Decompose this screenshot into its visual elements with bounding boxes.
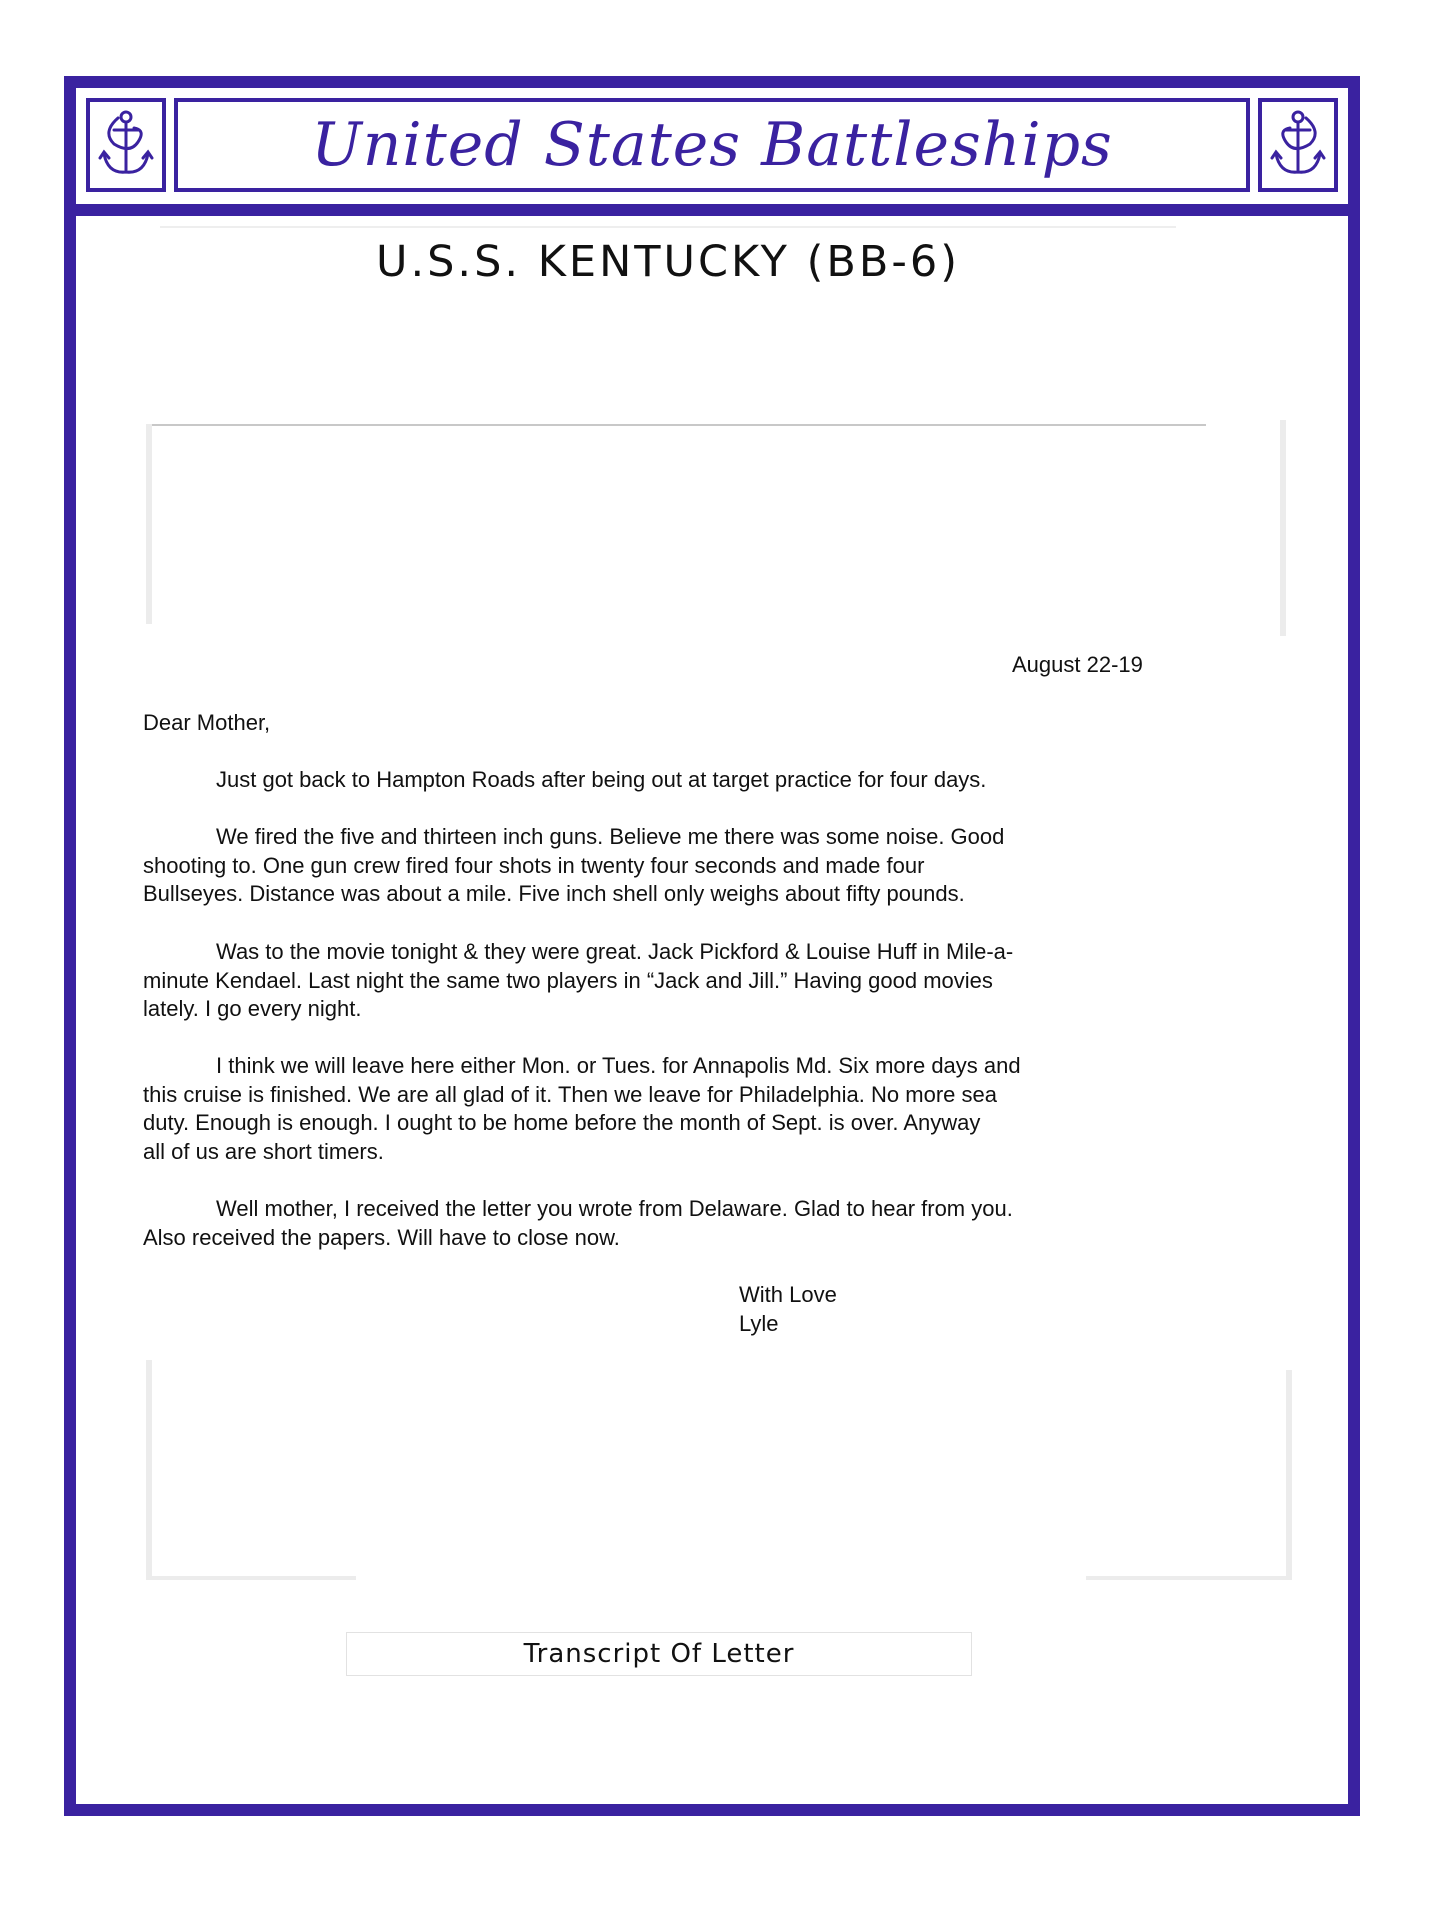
anchor-icon [1268, 108, 1328, 182]
mat-top-edge [146, 424, 1206, 426]
letter-date: August 22-19 [1012, 652, 1143, 677]
letter-line: I think we will leave here either Mon. or Tues. for Annapolis Md. Six more days and [216, 1053, 1021, 1078]
letter-paragraph-3 [143, 938, 1013, 1024]
letter-line: all of us are short timers. [143, 1138, 384, 1164]
ship-name: U.S.S. KENTUCKY (BB-6) [375, 237, 961, 287]
letter-line: this cruise is finished. We are all glad of it. Then we leave for Philadelphia. No more sea [143, 1081, 997, 1107]
footer-label: Transcript Of Letter [523, 1639, 795, 1669]
mat-corner-top-right [1280, 420, 1286, 636]
mat-bottom-left-edge [146, 1576, 356, 1580]
letter-line: Also received the papers. Will have to close now. [143, 1224, 620, 1250]
ship-name-strip [160, 226, 1176, 296]
letter-line: Was to the movie tonight & they were great. Jack Pickford & Louise Huff in Mile-a- [216, 939, 1014, 964]
letter-line: Bullseyes. Distance was about a mile. Five inch shell only weighs about fifty pounds. [143, 881, 965, 906]
mat-bottom-right-edge [1086, 1576, 1292, 1580]
letter-line: Just got back to Hampton Roads after being out at target practice for four days. [216, 767, 987, 792]
anchor-badge-left [86, 98, 166, 192]
letter-paragraph-5 [143, 1195, 1013, 1252]
banner-title: United States Battleships [311, 110, 1113, 180]
letter-line: minute Kendael. Last night the same two players in “Jack and Jill.” Having good movies [143, 967, 993, 993]
mat-corner-bottom-right [1286, 1370, 1292, 1580]
letter-signature: Lyle [739, 1311, 779, 1336]
letter-paragraph-4 [143, 1052, 1021, 1166]
letter-line: We fired the five and thirteen inch guns. Believe me there was some noise. Good [216, 824, 1005, 849]
footer-strip [346, 1632, 972, 1676]
mat-corner-bottom-left [146, 1360, 152, 1580]
letter-paragraph-1 [143, 766, 986, 795]
banner-title-box [174, 98, 1250, 192]
letter-line: duty. Enough is enough. I ought to be home before the month of Sept. is over. Anyway [143, 1110, 981, 1135]
mat-corner-top-left [146, 424, 152, 624]
letter-salutation: Dear Mother, [143, 710, 271, 735]
header-band [76, 88, 1348, 216]
anchor-icon [96, 108, 156, 182]
letter-closing: With Love [739, 1282, 837, 1307]
letter-line: Well mother, I received the letter you wrote from Delaware. Glad to hear from you. [216, 1196, 1013, 1221]
letter-line: lately. I go every night. [143, 996, 362, 1021]
anchor-badge-right [1258, 98, 1338, 192]
letter-paragraph-2 [143, 823, 1004, 909]
letter-line: shooting to. One gun crew fired four shots in twenty four seconds and made four [143, 852, 925, 878]
